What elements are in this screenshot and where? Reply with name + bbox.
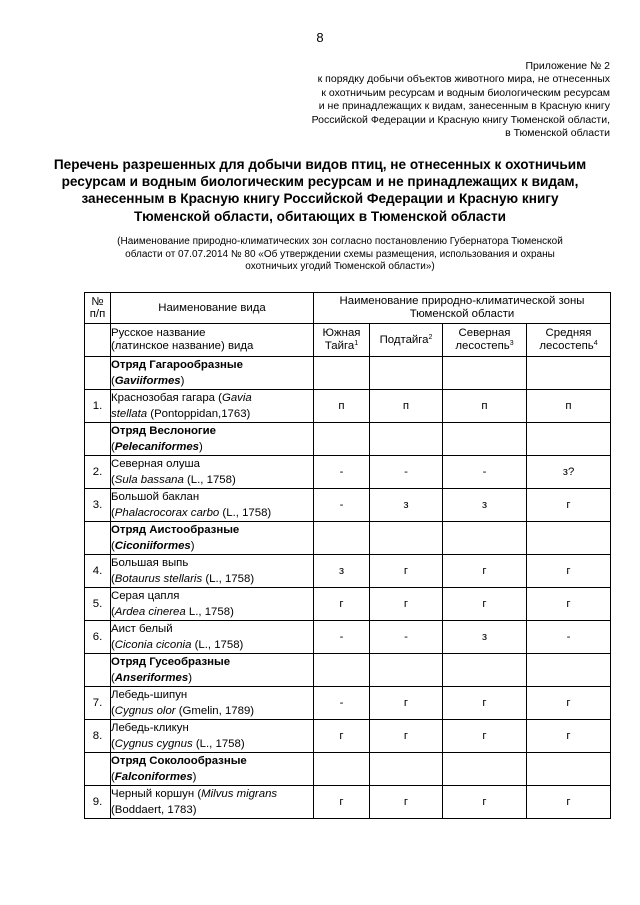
order-name: Отряд Гагарообразные (Gaviiformes) (111, 357, 314, 390)
table-row (85, 489, 611, 522)
appendix-line: и не принадлежащих к видам, занесенным в Красную книгу (318, 100, 610, 113)
species-author: Gmelin, 1789 (182, 705, 251, 717)
species-name: Большая выпь (Botaurus stellaris (L., 1758) (111, 555, 314, 588)
subheader-species-name (111, 324, 314, 357)
zone-value: г (370, 687, 443, 720)
zone-value: з? (527, 456, 611, 489)
order-row (85, 522, 611, 555)
species-latin: Cygnus cygnus (114, 738, 193, 750)
species-name: Аист белый (Ciconia ciconia (L., 1758) (111, 621, 314, 654)
zone-value: г (443, 588, 527, 621)
species-latin: Milvus migrans (201, 788, 278, 800)
subtitle-line: охотничьих угодий Тюменской области») (245, 261, 435, 273)
zone-header-subtaiga (370, 324, 443, 357)
species-ru: Лебедь-шипун (111, 689, 188, 701)
header-number (85, 293, 111, 324)
header-zones (314, 293, 611, 324)
species-ru: Лебедь-кликун (111, 722, 189, 734)
document-title (40, 156, 600, 225)
species-author: L., 1758 (190, 474, 232, 486)
header-species-name: Наименование вида (111, 293, 314, 324)
zone-value: г (443, 720, 527, 753)
order-title: Отряд Гагарообразные (111, 359, 243, 371)
zone-value: г (370, 588, 443, 621)
order-name: Отряд Соколообразные (Falconiformes) (111, 753, 314, 786)
zone-value: г (527, 687, 611, 720)
title-line: занесенным в Красную книгу Российской Федерации и Красную книгу (81, 191, 559, 207)
species-number: 9. (85, 786, 111, 819)
order-latin: Pelecaniformes (114, 441, 200, 453)
order-latin: Anseriformes (114, 672, 189, 684)
table-row (85, 588, 611, 621)
species-latin: Phalacrocorax carbo (114, 507, 220, 519)
zone-value: - (370, 621, 443, 654)
zone-value: п (370, 390, 443, 423)
subtitle-line: (Наименование природно-климатических зон согласно постановлению Губернатора Тюменской (117, 236, 563, 247)
species-ru: Большой баклан (111, 491, 200, 503)
species-latin: Ardea cinerea (114, 606, 186, 618)
empty-cell (443, 753, 527, 786)
zone-value: г (370, 720, 443, 753)
subheader-line: (латинское название) вида (111, 340, 254, 352)
zone-value: з (370, 489, 443, 522)
zone-value: г (370, 555, 443, 588)
zone-value: п (314, 390, 370, 423)
zone-value: з (443, 489, 527, 522)
appendix-line: Российской Федерации и Красную книгу Тюменской области, (311, 113, 610, 126)
zone-value: - (314, 489, 370, 522)
table-row (85, 687, 611, 720)
zone-value: г (443, 687, 527, 720)
empty-cell (314, 522, 370, 555)
table-subheader-row (85, 324, 611, 357)
order-name: Отряд Аистообразные (Ciconiiformes) (111, 522, 314, 555)
zone-header-line: Подтайга (379, 333, 429, 346)
order-number-empty (85, 357, 111, 390)
species-latin: Ciconia ciconia (114, 639, 192, 651)
order-number-empty (85, 522, 111, 555)
zone-value: г (527, 588, 611, 621)
empty-cell (527, 423, 611, 456)
order-latin: Ciconiiformes (114, 540, 191, 552)
order-latin: Falconiformes (114, 771, 193, 783)
page-number: 8 (316, 30, 324, 45)
empty-cell (370, 423, 443, 456)
zone-header-line: Тайга (324, 340, 355, 352)
title-line: Тюменской области, обитающих в Тюменской области (133, 208, 506, 224)
empty-cell (527, 522, 611, 555)
subtitle-line: области от 07.07.2014 № 80 «Об утверждении схемы размещения, использования и охраны (125, 248, 555, 260)
header-zones-line: Наименование природно-климатической зоны (339, 295, 585, 307)
species-author: L., 1758 (226, 507, 268, 519)
document-subtitle (90, 236, 590, 274)
subheader-line: Русское название (111, 326, 206, 339)
zone-value: г (527, 720, 611, 753)
zone-value: г (527, 555, 611, 588)
header-zones-line: Тюменской области (409, 308, 515, 320)
subheader-number-empty (85, 324, 111, 357)
zone-value: - (314, 621, 370, 654)
species-latin: Cygnus olor (114, 705, 176, 717)
species-name: Серая цапля (Ardea cinerea L., 1758) (111, 588, 314, 621)
zone-value: г (443, 555, 527, 588)
header-number-line: № (91, 295, 104, 308)
title-line: Перечень разрешенных для добычи видов птиц, не отнесенных к охотничьим (53, 157, 587, 172)
order-number-empty (85, 423, 111, 456)
empty-cell (527, 654, 611, 687)
zone-value: - (314, 687, 370, 720)
zone-value: г (527, 786, 611, 819)
species-latin: Botaurus stellaris (114, 573, 203, 585)
empty-cell (443, 522, 527, 555)
zone-header-line: Южная (322, 327, 361, 339)
zone-header-line: лесостепь (455, 340, 510, 352)
footnote-mark: 2 (428, 333, 433, 341)
species-author: Pontoppidan,1763 (154, 408, 247, 420)
appendix-line: Приложение № 2 (525, 60, 610, 72)
table-row (85, 786, 611, 819)
zone-value: п (527, 390, 611, 423)
zone-value: г (314, 588, 370, 621)
species-ru: Северная олуша (111, 458, 201, 470)
zone-value: - (443, 456, 527, 489)
zone-header-south-taiga (314, 324, 370, 357)
empty-cell (443, 654, 527, 687)
species-author: Boddaert, 1783 (114, 804, 193, 816)
species-latin: stellata (111, 408, 148, 420)
species-number: 1. (85, 390, 111, 423)
zone-value: - (370, 456, 443, 489)
zone-header-north-forest-steppe (443, 324, 527, 357)
species-ru: Большая выпь (111, 557, 189, 569)
empty-cell (314, 357, 370, 390)
zone-value: п (443, 390, 527, 423)
table-row (85, 621, 611, 654)
header-number-line: п/п (89, 308, 106, 320)
order-title: Отряд Аистообразные (111, 524, 240, 536)
species-author: L., 1758 (198, 639, 240, 651)
zone-value: г (443, 786, 527, 819)
zone-value: - (314, 456, 370, 489)
table-row (85, 456, 611, 489)
order-title: Отряд Веслоногие (111, 425, 216, 437)
species-number: 4. (85, 555, 111, 588)
species-name: Краснозобая гагара (Gavia stellata (Pontoppidan,1763) (111, 390, 314, 423)
species-latin: Sula bassana (114, 474, 184, 486)
zone-header-line: Северная (458, 327, 511, 339)
order-row (85, 357, 611, 390)
order-row (85, 654, 611, 687)
zone-value: г (370, 786, 443, 819)
table-row (85, 720, 611, 753)
species-author: L., 1758 (209, 573, 251, 585)
empty-cell (314, 654, 370, 687)
empty-cell (527, 753, 611, 786)
species-number: 6. (85, 621, 111, 654)
appendix-line: к охотничьим ресурсам и водным биологическим ресурсам (321, 86, 610, 99)
species-table (84, 292, 611, 819)
zone-value: - (527, 621, 611, 654)
table-row (85, 555, 611, 588)
zone-value: г (314, 786, 370, 819)
table-header-row (85, 293, 611, 324)
table-row (85, 390, 611, 423)
order-latin: Gaviiformes (114, 375, 181, 387)
empty-cell (443, 423, 527, 456)
empty-cell (314, 423, 370, 456)
zone-header-middle-forest-steppe (527, 324, 611, 357)
species-number: 8. (85, 720, 111, 753)
species-number: 3. (85, 489, 111, 522)
species-number: 2. (85, 456, 111, 489)
zone-value: з (314, 555, 370, 588)
species-ru: Аист белый (111, 623, 173, 635)
species-name: Лебедь-кликун (Cygnus cygnus (L., 1758) (111, 720, 314, 753)
appendix-line: к порядку добычи объектов животного мира, не отнесенных (317, 73, 610, 86)
zone-header-line: лесостепь (539, 340, 594, 352)
species-author: L., 1758 (188, 606, 231, 618)
species-name: Большой баклан (Phalacrocorax carbo (L., 1758) (111, 489, 314, 522)
appendix-note (190, 60, 610, 140)
zone-header-line: Средняя (545, 327, 592, 339)
order-name: Отряд Веслоногие (Pelecaniformes) (111, 423, 314, 456)
order-row (85, 753, 611, 786)
order-name: Отряд Гусеобразные (Anseriformes) (111, 654, 314, 687)
footnote-mark: 4 (593, 340, 598, 347)
order-number-empty (85, 654, 111, 687)
empty-cell (370, 654, 443, 687)
zone-value: з (443, 621, 527, 654)
empty-cell (370, 357, 443, 390)
order-title: Отряд Соколообразные (111, 755, 247, 767)
species-number: 7. (85, 687, 111, 720)
species-author: L., 1758 (199, 738, 241, 750)
title-line: ресурсам и водным биологическим ресурсам и не принадлежащих к видам, (61, 174, 579, 190)
species-latin: Gavia (221, 392, 252, 404)
order-title: Отряд Гусеобразные (111, 656, 231, 668)
species-ru: Краснозобая гагара (111, 392, 216, 404)
order-row (85, 423, 611, 456)
empty-cell (527, 357, 611, 390)
species-name: Лебедь-шипун (Cygnus olor (Gmelin, 1789) (111, 687, 314, 720)
species-ru: Черный коршун (111, 788, 195, 800)
species-ru: Серая цапля (111, 590, 180, 602)
appendix-line: в Тюменской области (505, 127, 610, 140)
empty-cell (314, 753, 370, 786)
empty-cell (370, 753, 443, 786)
empty-cell (443, 357, 527, 390)
footnote-mark: 3 (509, 340, 514, 347)
zone-value: г (314, 720, 370, 753)
order-number-empty (85, 753, 111, 786)
species-name: Черный коршун (Milvus migrans (Boddaert, 1783) (111, 786, 314, 819)
footnote-mark: 1 (354, 340, 359, 347)
species-number: 5. (85, 588, 111, 621)
empty-cell (370, 522, 443, 555)
zone-value: г (527, 489, 611, 522)
species-name: Северная олуша (Sula bassana (L., 1758) (111, 456, 314, 489)
